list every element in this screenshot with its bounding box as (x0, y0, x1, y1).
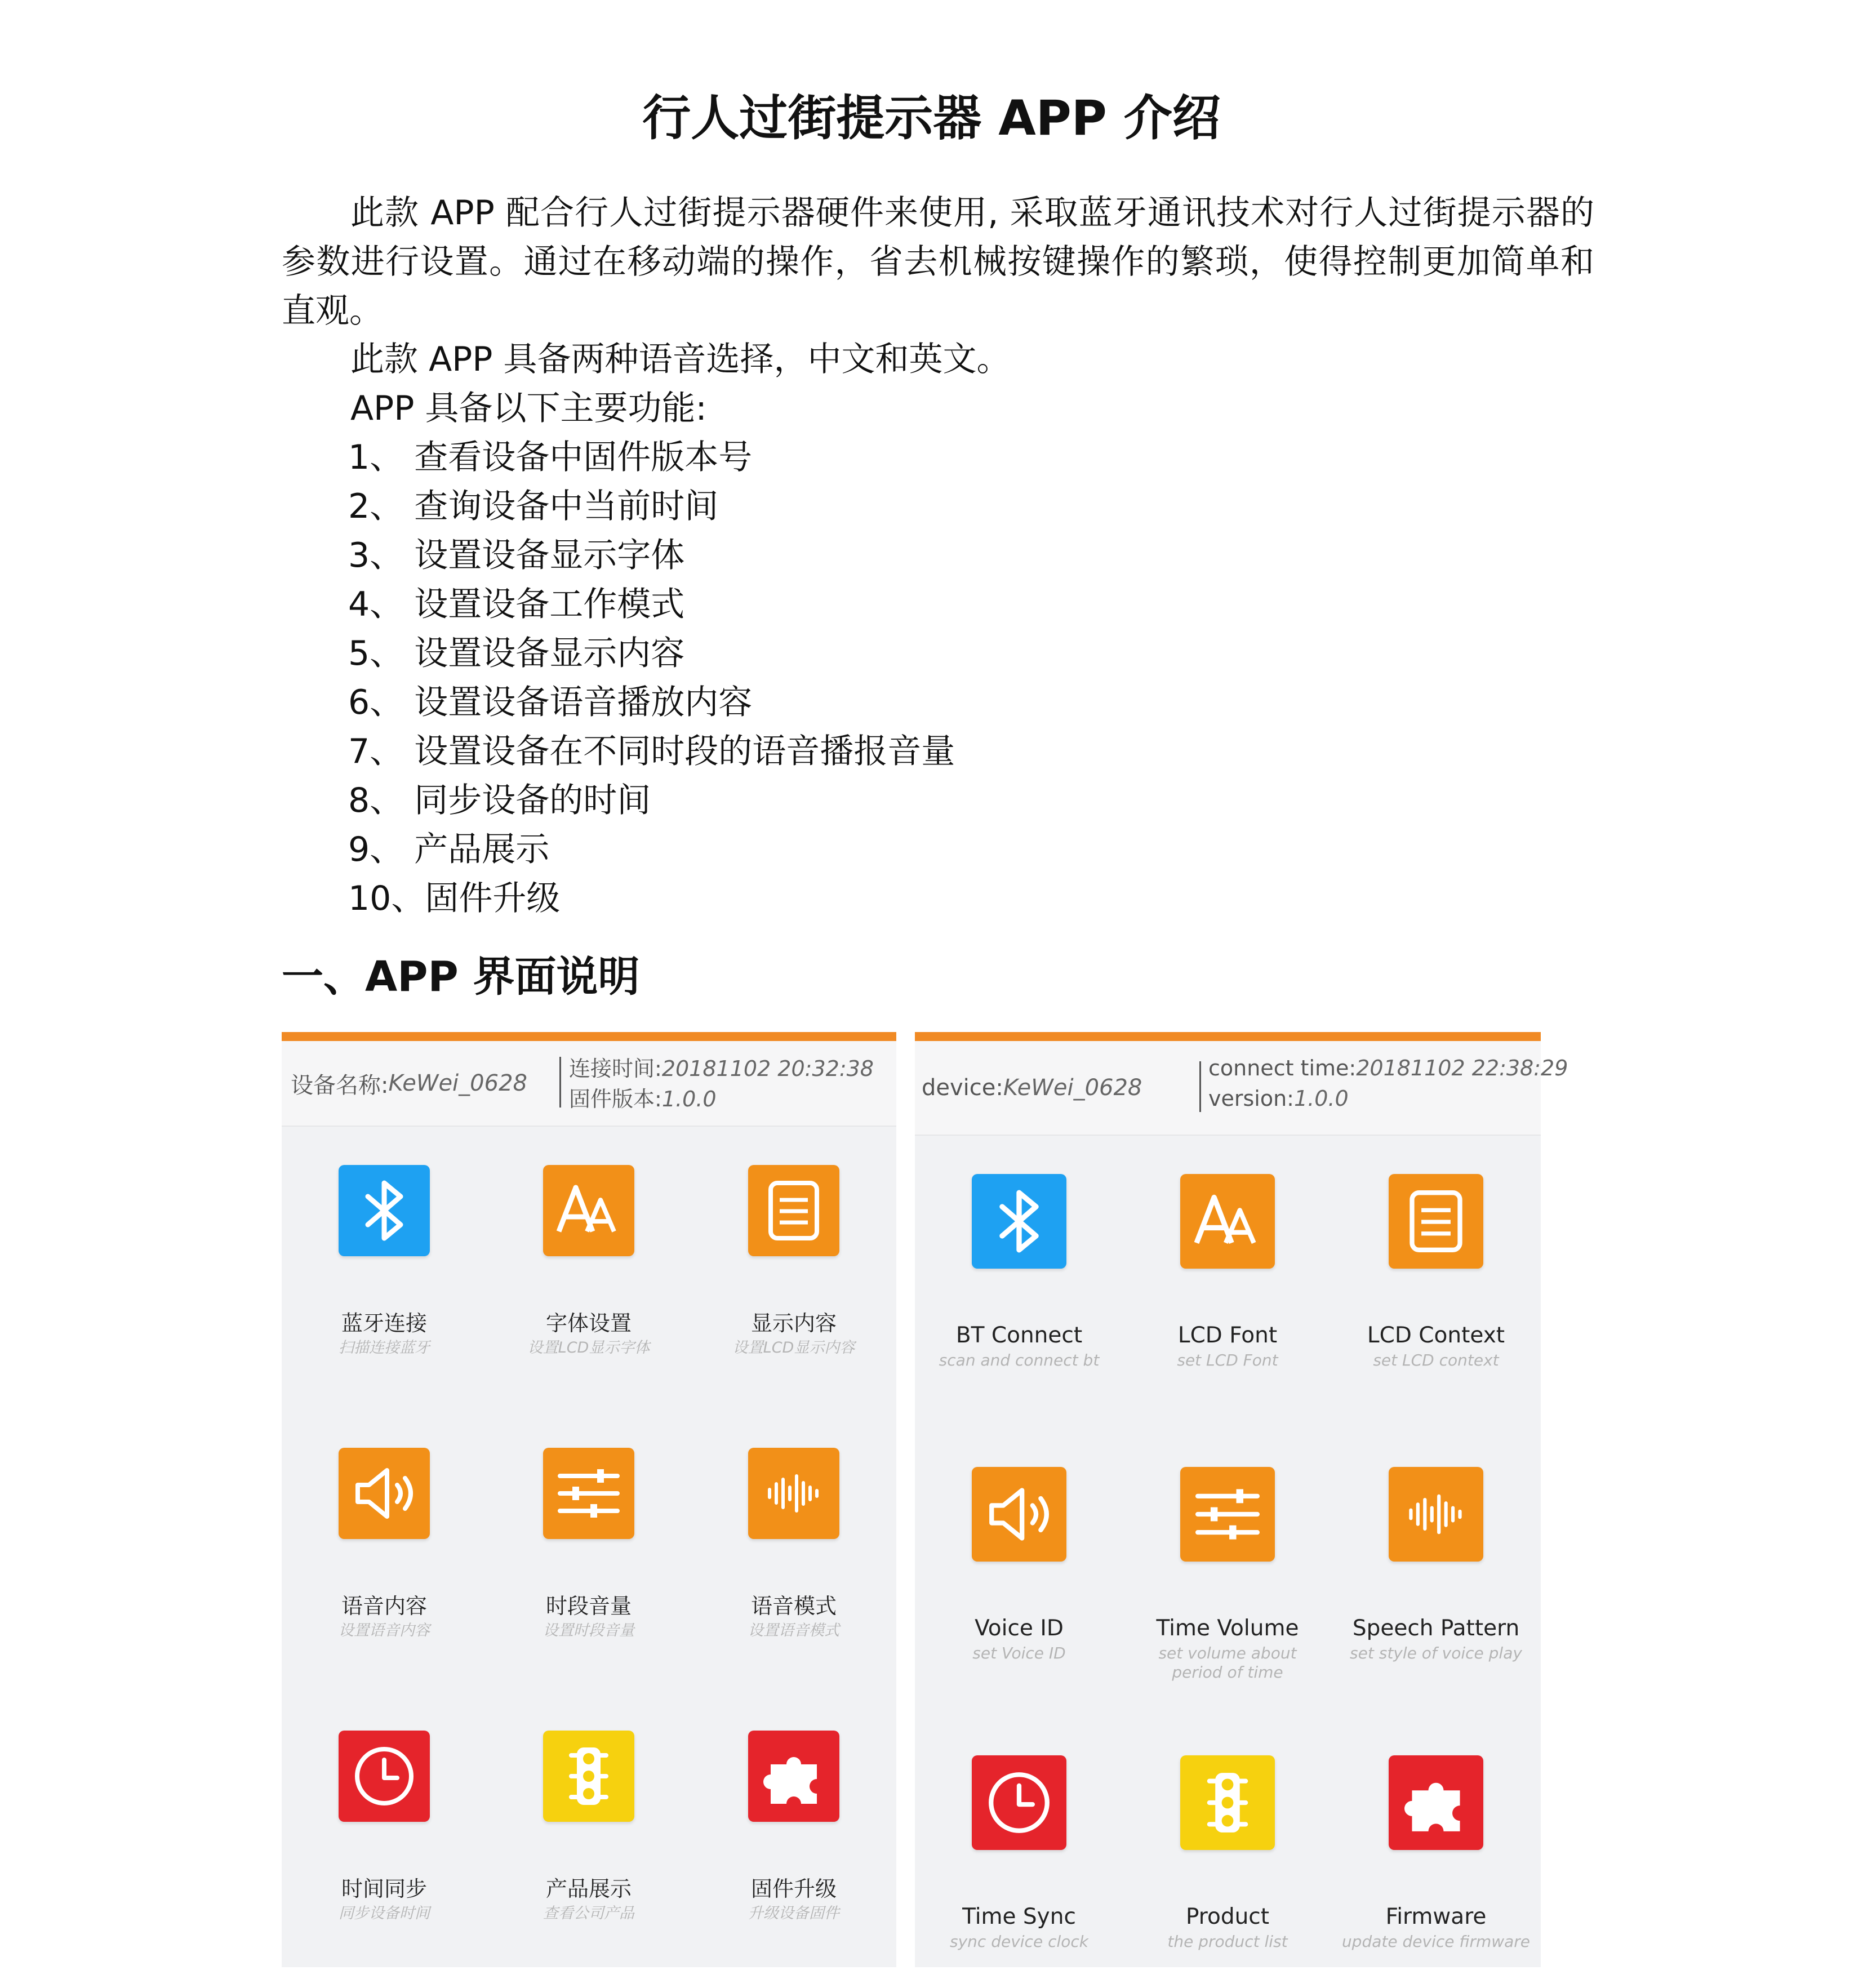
intro-paragraph: 此款 APP 配合行人过街提示器硬件来使用, 采取蓝牙通讯技术对行人过街提示器的参数进行设置。通过在移动端的操作，省去机械按键操作的繁琐，使得控制更加简单和直观。 (282, 193, 1594, 331)
tile-label: LCD Context (1367, 1323, 1505, 1348)
feature-item: 7、 设置设备在不同时段的语音播报音量 (348, 732, 955, 771)
header-divider (559, 1057, 561, 1108)
puzzle-icon (748, 1731, 839, 1822)
tile-voice-content[interactable] (283, 1448, 486, 1640)
device-header (282, 1041, 896, 1127)
document-icon (1389, 1174, 1483, 1269)
traffic-light-icon (1180, 1755, 1275, 1850)
tile-label: 显示内容 (750, 1311, 837, 1336)
tile-label: 产品展示 (545, 1876, 632, 1901)
app-screenshot-chinese (282, 1032, 896, 1967)
feature-item: 8、 同步设备的时间 (348, 781, 651, 820)
connect-time: 连接时间:20181102 20:32:38 (569, 1056, 874, 1081)
tile-display-content[interactable] (692, 1165, 895, 1358)
tile-period-volume[interactable] (1123, 1467, 1332, 1682)
tile-label: LCD Font (1177, 1323, 1278, 1348)
waveform-icon (1389, 1467, 1483, 1562)
tile-label: 语音内容 (341, 1594, 427, 1618)
tile-subtitle: set LCD Font (1177, 1351, 1278, 1369)
tile-bluetooth[interactable] (283, 1165, 486, 1358)
font-icon (543, 1165, 634, 1256)
tile-time-sync[interactable] (283, 1731, 486, 1923)
tile-period-volume[interactable] (487, 1448, 690, 1640)
tile-subtitle: set LCD context (1373, 1351, 1499, 1369)
connect-time: connect time:20181102 22:38:29 (1208, 1056, 1568, 1080)
tile-subtitle: set Voice ID (972, 1644, 1066, 1662)
tile-label: 固件升级 (750, 1876, 837, 1901)
accent-bar (915, 1032, 1541, 1041)
tile-subtitle: 设置时段音量 (543, 1622, 634, 1639)
tile-subtitle: set style of voice play (1350, 1644, 1522, 1662)
feature-item: 1、 查看设备中固件版本号 (348, 438, 753, 477)
tile-label: 蓝牙连接 (341, 1311, 427, 1336)
tile-label: 字体设置 (545, 1311, 632, 1336)
tile-time-sync[interactable] (915, 1755, 1123, 1951)
tile-font[interactable] (1123, 1174, 1332, 1370)
sliders-icon (1180, 1467, 1275, 1562)
accent-bar (282, 1032, 896, 1041)
tile-voice-content[interactable] (915, 1467, 1123, 1663)
feature-item: 2、 查询设备中当前时间 (348, 487, 719, 526)
bluetooth-icon (339, 1165, 430, 1256)
tile-subtitle: 查看公司产品 (543, 1905, 634, 1922)
tile-product[interactable] (487, 1731, 690, 1923)
tile-label: Time Sync (962, 1904, 1076, 1929)
tile-subtitle: 同步设备时间 (339, 1905, 430, 1922)
tile-label: 时间同步 (341, 1876, 427, 1901)
waveform-icon (748, 1448, 839, 1539)
tile-firmware-upgrade[interactable] (1332, 1755, 1540, 1951)
clock-icon (972, 1755, 1066, 1850)
device-name: 设备名称: KeWei_0628 (291, 1070, 527, 1098)
tile-label: Firmware (1385, 1904, 1487, 1929)
firmware-version: 固件版本:1.0.0 (569, 1087, 717, 1111)
tile-subtitle: 设置LCD显示内容 (732, 1339, 855, 1357)
tile-subtitle: update device firmware (1341, 1932, 1531, 1951)
feature-item: 4、 设置设备工作模式 (348, 585, 685, 624)
firmware-version: version:1.0.0 (1208, 1086, 1349, 1111)
languages-paragraph: 此款 APP 具备两种语音选择，中文和英文。 (350, 340, 1011, 379)
device-header (915, 1041, 1568, 1136)
tile-subtitle: scan and connect bt (939, 1351, 1100, 1369)
speaker-icon (972, 1467, 1066, 1562)
feature-item: 10、固件升级 (348, 879, 561, 918)
tile-label: Time Volume (1156, 1616, 1299, 1641)
app-screenshot-english (915, 1032, 1568, 1967)
sliders-icon (543, 1448, 634, 1539)
tile-display-content[interactable] (1332, 1174, 1540, 1370)
font-icon (1180, 1174, 1275, 1269)
tile-subtitle: 设置语音模式 (748, 1622, 839, 1639)
features-intro: APP 具备以下主要功能: (350, 389, 707, 428)
document-icon (748, 1165, 839, 1256)
traffic-light-icon (543, 1731, 634, 1822)
tile-subtitle: 设置LCD显示字体 (527, 1339, 650, 1357)
tile-font[interactable] (487, 1165, 690, 1358)
tile-label: 语音模式 (750, 1594, 837, 1618)
tile-voice-mode[interactable] (1332, 1467, 1540, 1663)
tile-subtitle: set volume about period of time (1158, 1644, 1297, 1682)
tile-subtitle: 设置语音内容 (339, 1622, 430, 1639)
device-name: device: KeWei_0628 (922, 1075, 1142, 1101)
bluetooth-icon (972, 1174, 1066, 1269)
puzzle-icon (1389, 1755, 1483, 1850)
tile-subtitle: sync device clock (950, 1932, 1088, 1951)
document-title: 行人过街提示器 APP 介绍 (642, 90, 1221, 146)
tile-product[interactable] (1123, 1755, 1332, 1951)
tile-subtitle: 扫描连接蓝牙 (339, 1339, 430, 1357)
speaker-icon (339, 1448, 430, 1539)
section-title: 一、APP 界面说明 (282, 953, 640, 1001)
tile-label: Voice ID (975, 1616, 1064, 1641)
tile-label: BT Connect (955, 1323, 1083, 1348)
tile-label: Product (1185, 1904, 1270, 1929)
tile-firmware-upgrade[interactable] (692, 1731, 895, 1923)
tile-voice-mode[interactable] (692, 1448, 895, 1640)
tile-subtitle: the product list (1167, 1932, 1288, 1951)
clock-icon (339, 1731, 430, 1822)
tile-label: 时段音量 (545, 1594, 632, 1618)
tile-label: Speech Pattern (1352, 1616, 1520, 1641)
feature-item: 9、 产品展示 (348, 830, 550, 869)
tile-bluetooth[interactable] (915, 1174, 1123, 1370)
feature-item: 5、 设置设备显示内容 (348, 634, 685, 673)
feature-item: 3、 设置设备显示字体 (348, 536, 685, 575)
header-divider (1199, 1061, 1201, 1112)
feature-item: 6、 设置设备语音播放内容 (348, 683, 753, 722)
tile-subtitle: 升级设备固件 (748, 1905, 839, 1922)
